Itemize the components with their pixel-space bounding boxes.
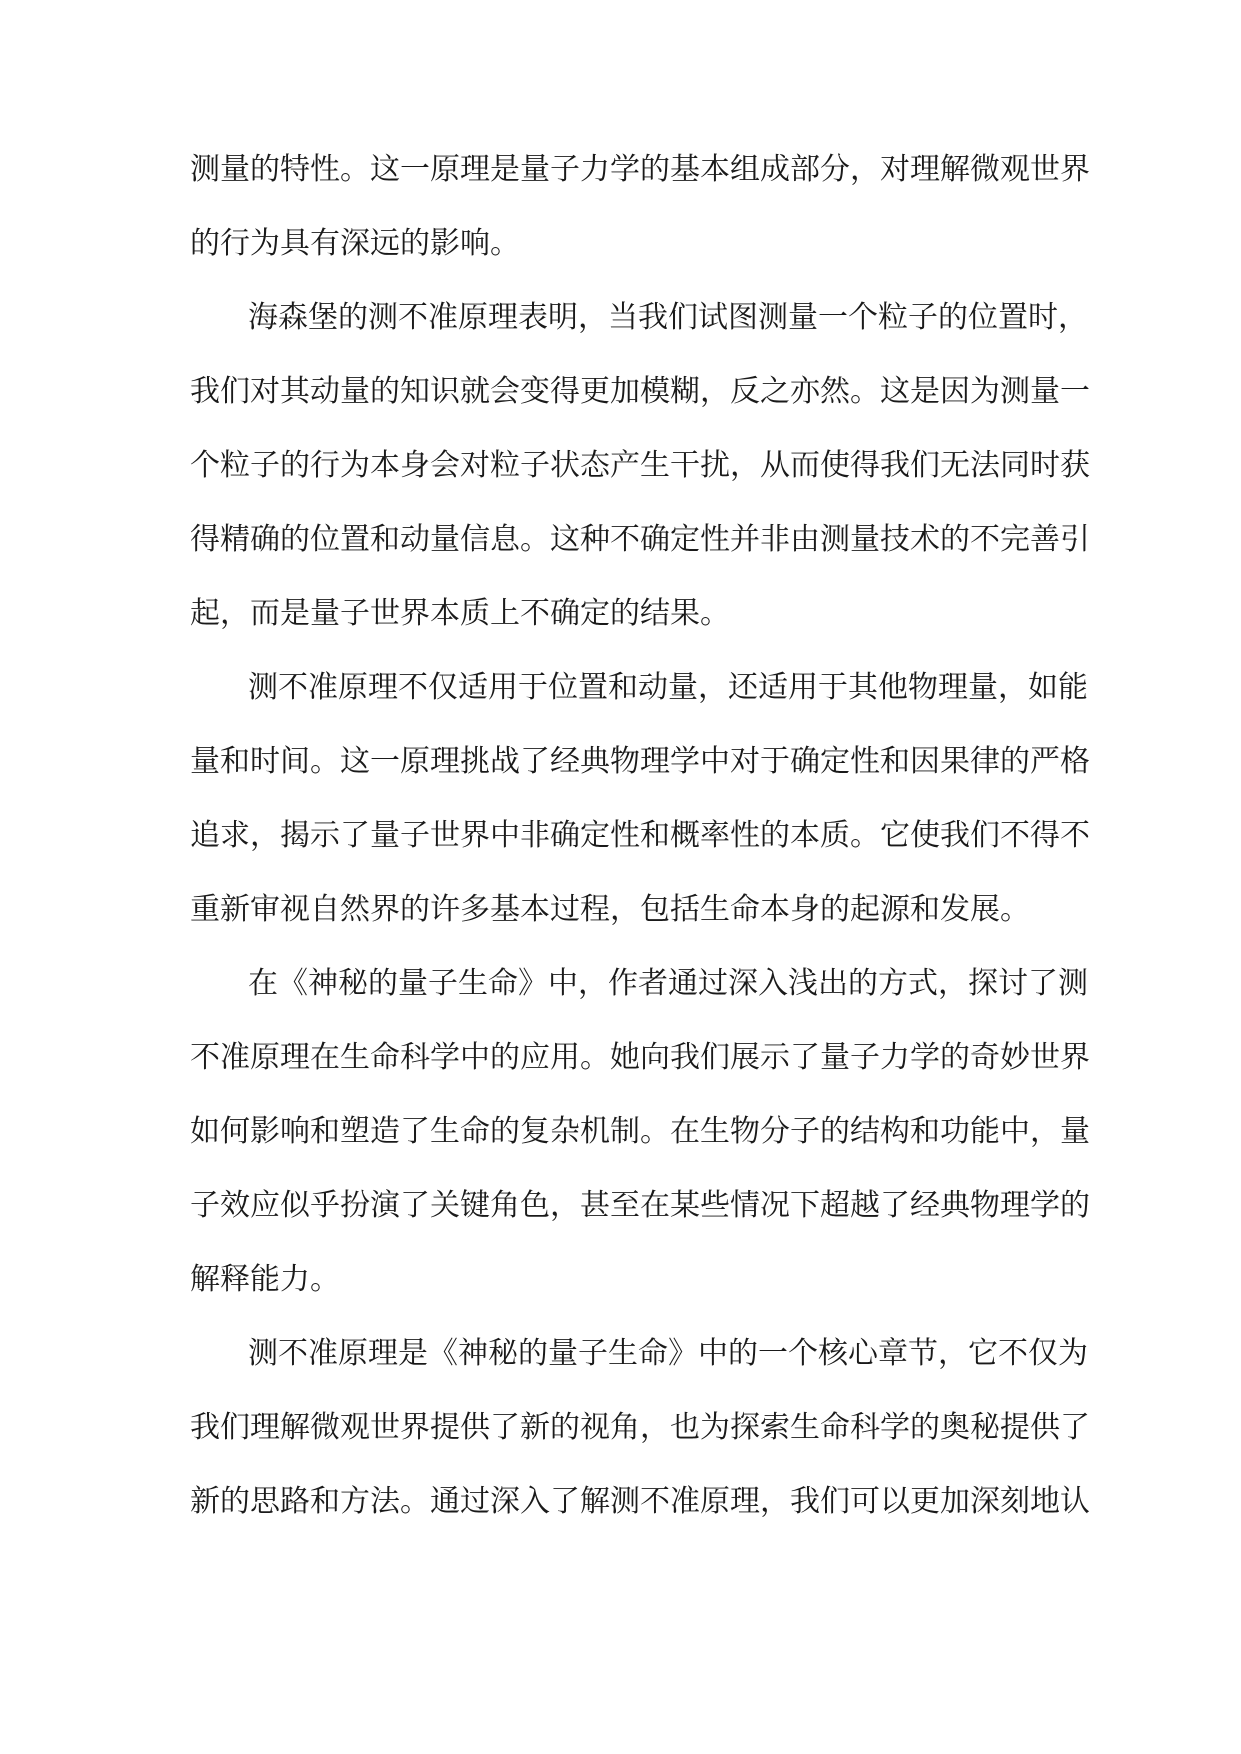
paragraph-line: 个粒子的行为本身会对粒子状态产生干扰，从而使得我们无法同时获 [190, 448, 1090, 483]
paragraph-line: 的行为具有深远的影响。 [190, 226, 520, 261]
paragraph-line: 子效应似乎扮演了关键角色，甚至在某些情况下超越了经典物理学的 [190, 1188, 1090, 1223]
paragraph-line: 解释能力。 [190, 1262, 340, 1297]
paragraph-line: 追求，揭示了量子世界中非确定性和概率性的本质。它使我们不得不 [190, 818, 1090, 853]
paragraph-line: 不准原理在生命科学中的应用。她向我们展示了量子力学的奇妙世界 [190, 1040, 1090, 1075]
paragraph-line: 重新审视自然界的许多基本过程，包括生命本身的起源和发展。 [190, 892, 1030, 927]
paragraph-line: 如何影响和塑造了生命的复杂机制。在生物分子的结构和功能中，量 [190, 1114, 1090, 1149]
document-body [190, 145, 1090, 1551]
paragraph-line: 得精确的位置和动量信息。这种不确定性并非由测量技术的不完善引 [190, 522, 1090, 557]
paragraph-5 [190, 1329, 1090, 1551]
paragraph-line: 量和时间。这一原理挑战了经典物理学中对于确定性和因果律的严格 [190, 744, 1090, 779]
paragraph-line: 测不准原理不仅适用于位置和动量，还适用于其他物理量，如能 [248, 670, 1088, 705]
paragraph-line: 我们理解微观世界提供了新的视角，也为探索生命科学的奥秘提供了 [190, 1410, 1090, 1445]
paragraph-2 [190, 293, 1090, 663]
paragraph-line: 我们对其动量的知识就会变得更加模糊，反之亦然。这是因为测量一 [190, 374, 1090, 409]
paragraph-1 [190, 145, 1090, 293]
paragraph-line: 起，而是量子世界本质上不确定的结果。 [190, 596, 730, 631]
paragraph-3 [190, 663, 1090, 959]
paragraph-line: 海森堡的测不准原理表明，当我们试图测量一个粒子的位置时， [248, 300, 1088, 335]
paragraph-line: 在《神秘的量子生命》中，作者通过深入浅出的方式，探讨了测 [248, 966, 1088, 1001]
paragraph-line: 测量的特性。这一原理是量子力学的基本组成部分，对理解微观世界 [190, 152, 1090, 187]
paragraph-line: 测不准原理是《神秘的量子生命》中的一个核心章节，它不仅为 [248, 1336, 1088, 1371]
paragraph-4 [190, 959, 1090, 1329]
paragraph-line: 新的思路和方法。通过深入了解测不准原理，我们可以更加深刻地认 [190, 1484, 1090, 1519]
